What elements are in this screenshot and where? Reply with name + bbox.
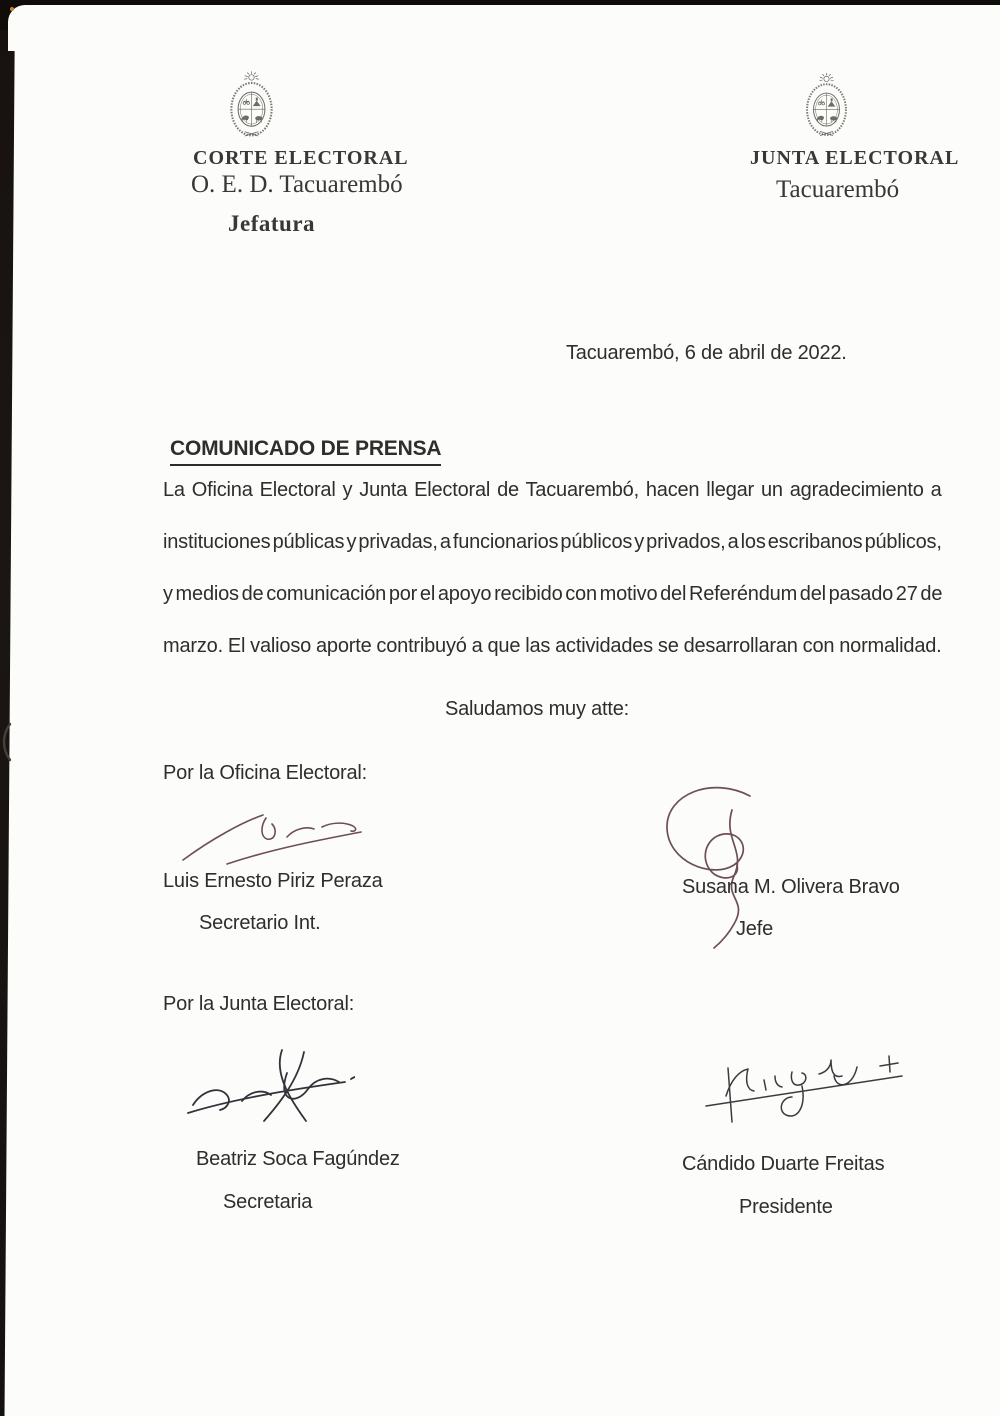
junta-electoral-heading: Por la Junta Electoral:	[163, 993, 355, 1015]
oficina-electoral-heading: Por la Oficina Electoral:	[163, 762, 367, 784]
junta-electoral-coat-of-arms-icon	[797, 73, 856, 139]
signature-candido-duarte	[702, 1050, 912, 1135]
body-line: instituciones públicas y privadas, a funcionarios públicos y privados, a los escribanos públicos,	[163, 531, 942, 553]
signature-luis-piriz	[175, 806, 375, 868]
scan-corner-speck	[10, 7, 14, 11]
document-title: COMUNICADO DE PRENSA	[170, 437, 441, 466]
body-line: y medios de comunicación por el apoyo recibido con motivo del Referéndum del pasado 27 de	[163, 583, 943, 605]
corte-electoral-org-name: CORTE ELECTORAL	[193, 147, 409, 169]
corte-electoral-office: O. E. D. Tacuarembó	[191, 171, 403, 198]
signer-name-candido: Cándido Duarte Freitas	[682, 1153, 885, 1175]
body-line: La Oficina Electoral y Junta Electoral de Tacuarembó, hacen llegar un agradecimiento a	[163, 479, 942, 501]
signer-name-luis: Luis Ernesto Piriz Peraza	[163, 870, 383, 892]
corte-electoral-division: Jefatura	[228, 211, 316, 236]
body-line: marzo. El valioso aporte contribuyó a que las actividades se desarrollaran con normalidad.	[163, 635, 942, 657]
scan-edge-left	[0, 0, 15, 1416]
junta-electoral-org-name: JUNTA ELECTORAL	[750, 147, 960, 169]
junta-electoral-office: Tacuarembó	[776, 176, 900, 203]
signer-name-beatriz: Beatriz Soca Fagúndez	[196, 1148, 400, 1170]
signature-beatriz-soca	[185, 1045, 355, 1123]
signer-title-beatriz: Secretaria	[223, 1191, 313, 1213]
signature-susana-olivera	[652, 782, 802, 950]
corte-electoral-coat-of-arms-icon	[221, 71, 282, 140]
signer-name-susana: Susana M. Olivera Bravo	[682, 876, 900, 898]
scan-edge-mark	[0, 722, 14, 762]
closing-salutation: Saludamos muy atte:	[444, 698, 630, 720]
signer-title-luis: Secretario Int.	[199, 912, 321, 934]
signer-title-candido: Presidente	[739, 1196, 833, 1218]
scan-edge-top	[0, 0, 1000, 5]
paper-rounded-corner	[8, 5, 54, 51]
date-line: Tacuarembó, 6 de abril de 2022.	[566, 342, 847, 364]
signer-title-susana: Jefe	[736, 918, 774, 940]
